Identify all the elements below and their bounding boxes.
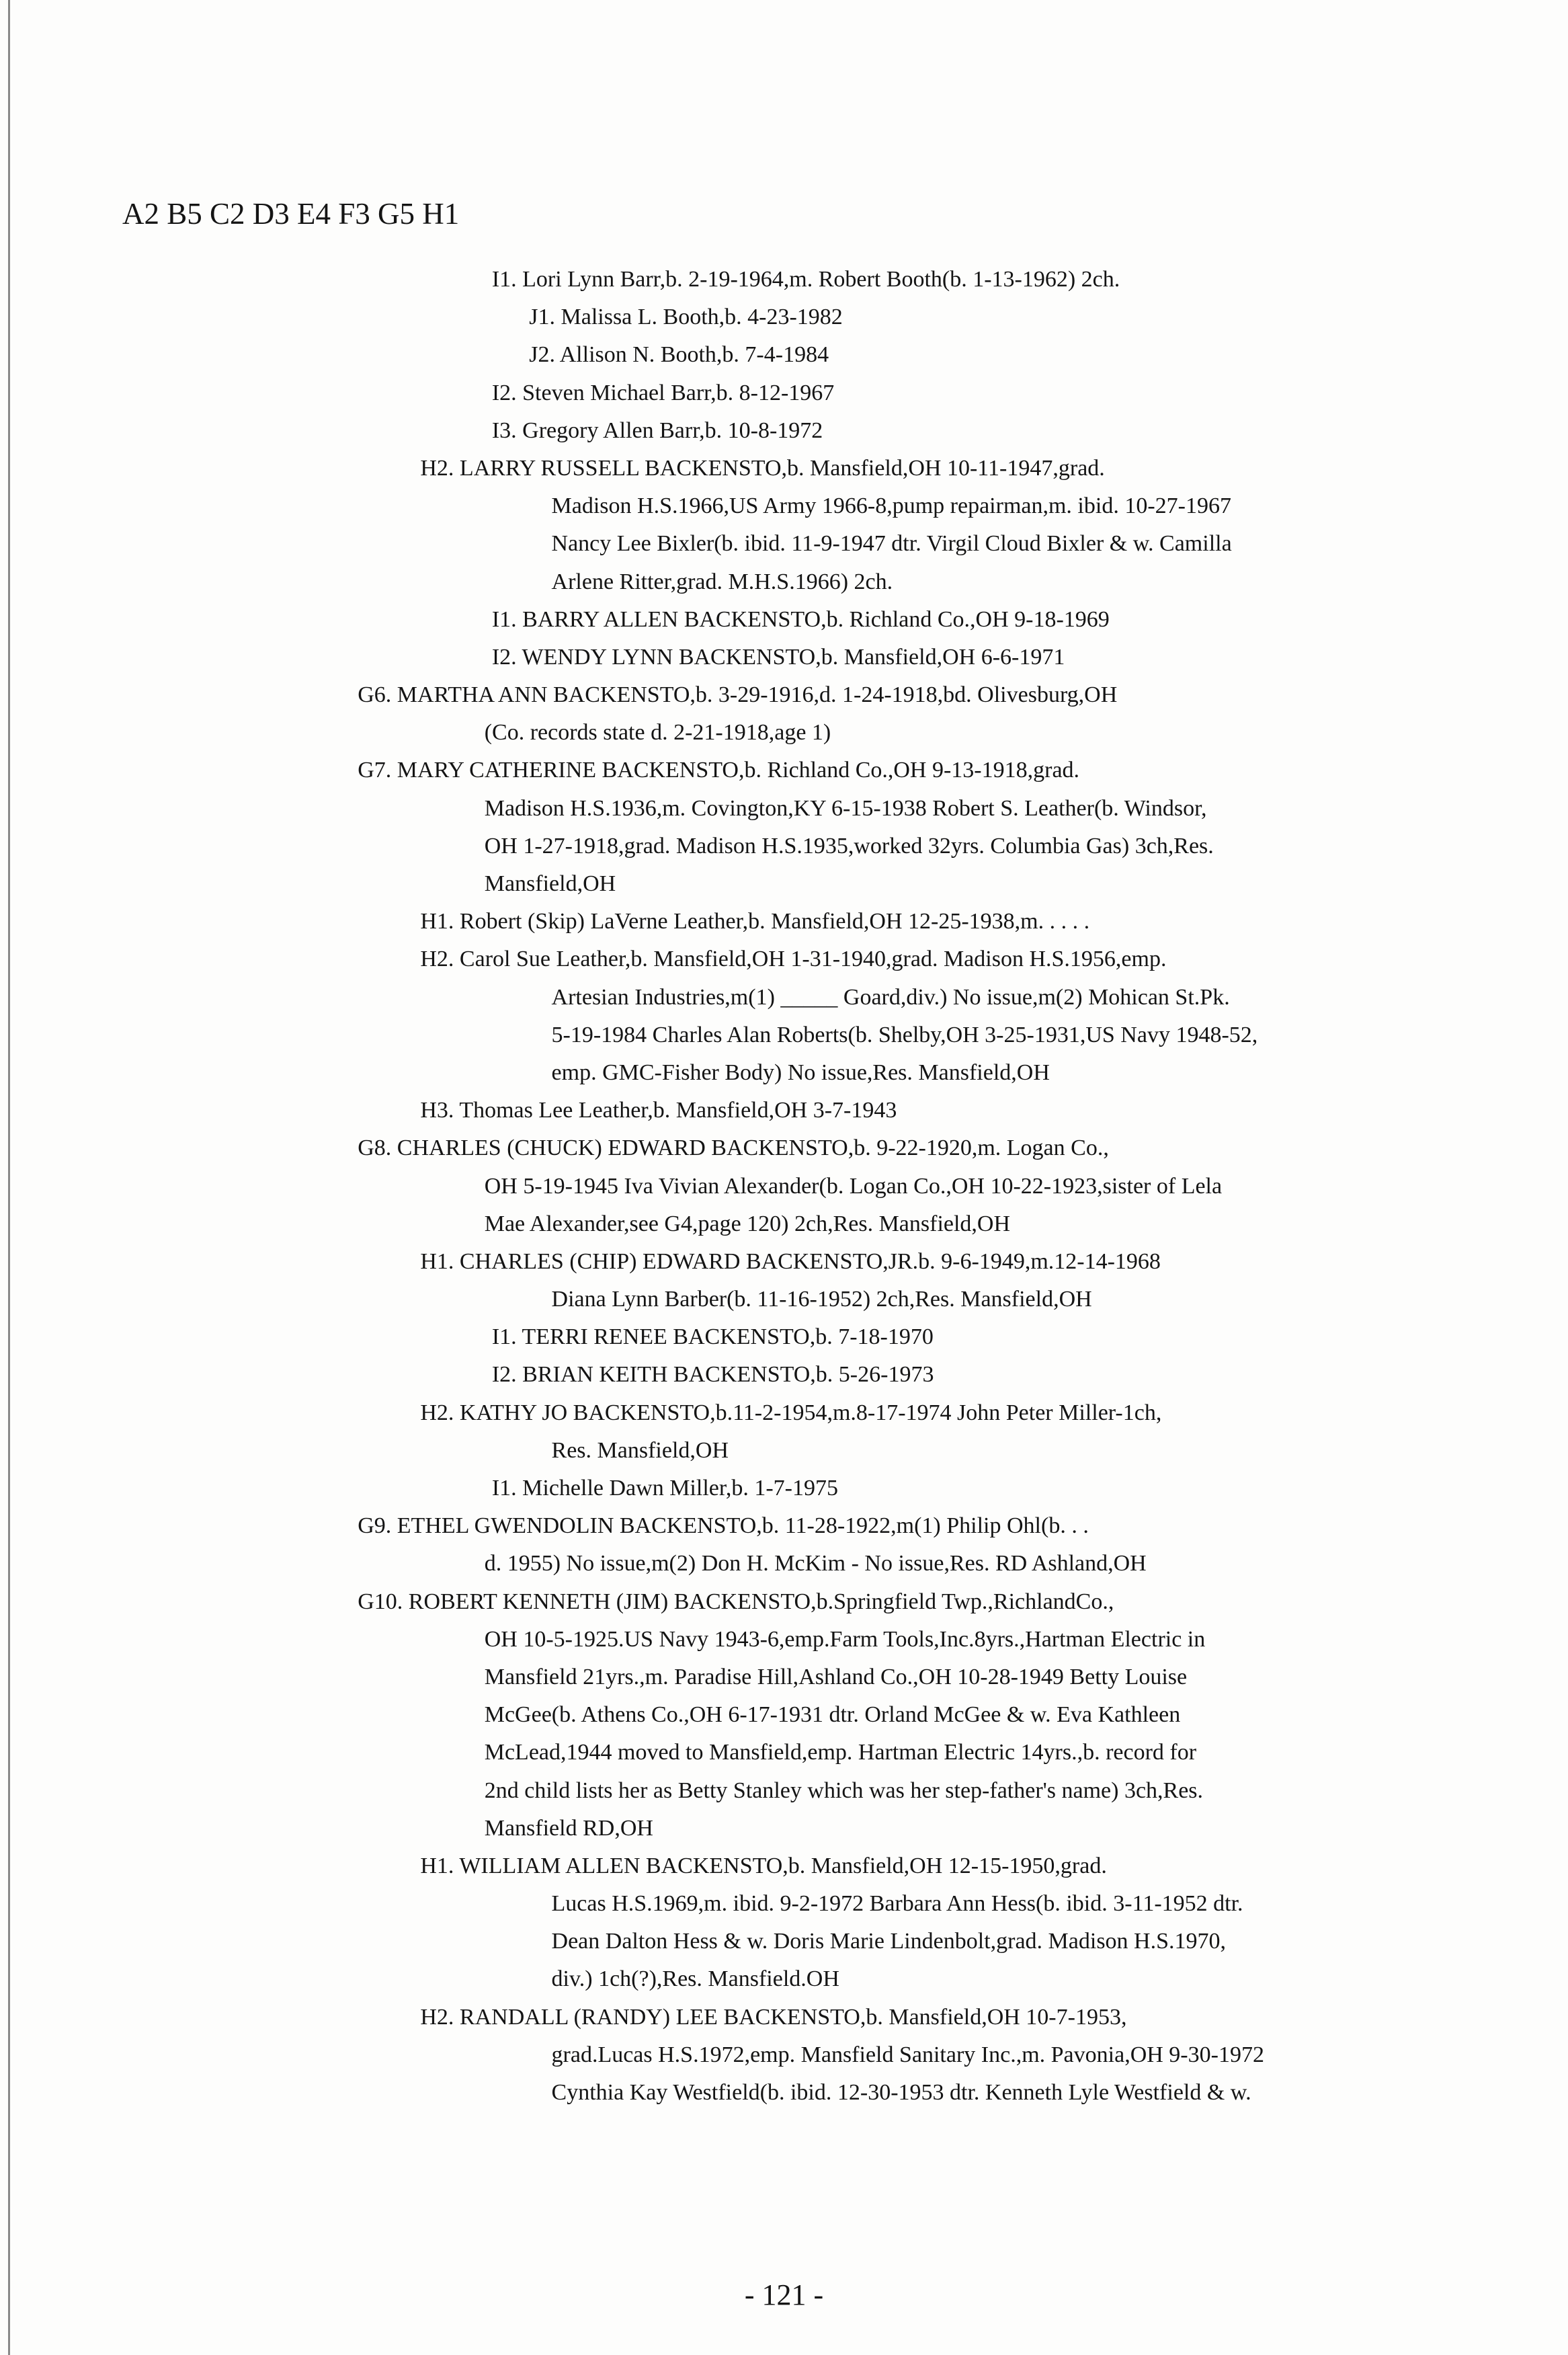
entry-line: I1. BARRY ALLEN BACKENSTO,b. Richland Co.,OH 9-18-1969 (491, 606, 1110, 632)
entry-line: OH 5-19-1945 Iva Vivian Alexander(b. Logan Co.,OH 10-22-1923,sister of Lela (484, 1173, 1223, 1199)
entry-line: H1. CHARLES (CHIP) EDWARD BACKENSTO,JR.b. 9-6-1949,m.12-14-1968 (420, 1248, 1161, 1274)
entry-line: 2nd child lists her as Betty Stanley which was her step-father's name) 3ch,Res. (484, 1778, 1204, 1803)
entry-line: H2. RANDALL (RANDY) LEE BACKENSTO,b. Mansfield,OH 10-7-1953, (420, 2004, 1127, 2030)
entry-line: Madison H.S.1936,m. Covington,KY 6-15-1938 Robert S. Leather(b. Windsor, (484, 795, 1207, 821)
entry-line: emp. GMC-Fisher Body) No issue,Res. Mansfield,OH (551, 1060, 1050, 1085)
entry-line: H3. Thomas Lee Leather,b. Mansfield,OH 3-7-1943 (420, 1098, 897, 1123)
entry-line: H2. Carol Sue Leather,b. Mansfield,OH 1-31-1940,grad. Madison H.S.1956,emp. (420, 947, 1167, 972)
entry-line: Mansfield 21yrs.,m. Paradise Hill,Ashland Co.,OH 10-28-1949 Betty Louise (484, 1664, 1188, 1689)
entry-line: Arlene Ritter,grad. M.H.S.1966) 2ch. (551, 569, 893, 594)
entry-line: G10. ROBERT KENNETH (JIM) BACKENSTO,b.Springfield Twp.,RichlandCo., (358, 1589, 1114, 1614)
entry-line: OH 10-5-1925.US Navy 1943-6,emp.Farm Tools,Inc.8yrs.,Hartman Electric in (484, 1626, 1206, 1652)
entry-line: I3. Gregory Allen Barr,b. 10-8-1972 (491, 417, 823, 443)
entry-line: G7. MARY CATHERINE BACKENSTO,b. Richland Co.,OH 9-13-1918,grad. (358, 758, 1080, 783)
entry-line: Nancy Lee Bixler(b. ibid. 11-9-1947 dtr. Virgil Cloud Bixler & w. Camilla (551, 531, 1232, 557)
entry-line: Mansfield,OH (484, 871, 616, 896)
entry-line: G8. CHARLES (CHUCK) EDWARD BACKENSTO,b. 9-22-1920,m. Logan Co., (358, 1135, 1109, 1161)
entry-line: G6. MARTHA ANN BACKENSTO,b. 3-29-1916,d. 1-24-1918,bd. Olivesburg,OH (358, 682, 1118, 708)
entry-line: H1. Robert (Skip) LaVerne Leather,b. Mansfield,OH 12-25-1938,m. . . . . (420, 909, 1090, 934)
entry-line: I2. Steven Michael Barr,b. 8-12-1967 (491, 380, 835, 405)
entry-line: Madison H.S.1966,US Army 1966-8,pump repairman,m. ibid. 10-27-1967 (551, 493, 1231, 519)
entry-line: Dean Dalton Hess & w. Doris Marie Lindenbolt,grad. Madison H.S.1970, (551, 1929, 1227, 1954)
entry-line: H2. KATHY JO BACKENSTO,b.11-2-1954,m.8-17-1974 John Peter Miller-1ch, (420, 1400, 1162, 1425)
entry-line: I1. TERRI RENEE BACKENSTO,b. 7-18-1970 (491, 1324, 934, 1350)
entry-line: Mae Alexander,see G4,page 120) 2ch,Res. Mansfield,OH (484, 1211, 1011, 1236)
entry-line: H2. LARRY RUSSELL BACKENSTO,b. Mansfield,OH 10-11-1947,grad. (420, 455, 1105, 481)
entry-line: (Co. records state d. 2-21-1918,age 1) (484, 720, 831, 746)
entry-line: J1. Malissa L. Booth,b. 4-23-1982 (529, 305, 843, 330)
entry-line: Cynthia Kay Westfield(b. ibid. 12-30-1953 dtr. Kenneth Lyle Westfield & w. (551, 2080, 1251, 2105)
entry-line: Mansfield RD,OH (484, 1815, 653, 1841)
entry-line: J2. Allison N. Booth,b. 7-4-1984 (529, 342, 829, 368)
entry-line: G9. ETHEL GWENDOLIN BACKENSTO,b. 11-28-1922,m(1) Philip Ohl(b. . . (358, 1513, 1089, 1539)
entry-line: H1. WILLIAM ALLEN BACKENSTO,b. Mansfield,OH 12-15-1950,grad. (420, 1853, 1107, 1878)
generation-header: A2 B5 C2 D3 E4 F3 G5 H1 (122, 197, 460, 231)
entry-line: div.) 1ch(?),Res. Mansfield.OH (551, 1966, 839, 1992)
entry-line: I2. WENDY LYNN BACKENSTO,b. Mansfield,OH 6-6-1971 (491, 644, 1065, 670)
entry-line: grad.Lucas H.S.1972,emp. Mansfield Sanitary Inc.,m. Pavonia,OH 9-30-1972 (551, 2042, 1264, 2067)
entry-line: 5-19-1984 Charles Alan Roberts(b. Shelby,OH 3-25-1931,US Navy 1948-52, (551, 1022, 1258, 1047)
entry-line: Artesian Industries,m(1) _____ Goard,div.) No issue,m(2) Mohican St.Pk. (551, 984, 1230, 1010)
entry-line: OH 1-27-1918,grad. Madison H.S.1935,worked 32yrs. Columbia Gas) 3ch,Res. (484, 833, 1214, 859)
entry-line: McGee(b. Athens Co.,OH 6-17-1931 dtr. Orland McGee & w. Eva Kathleen (484, 1702, 1181, 1728)
entry-line: I1. Michelle Dawn Miller,b. 1-7-1975 (491, 1476, 838, 1501)
genealogy-entries (0, 261, 1568, 2112)
entry-line: McLead,1944 moved to Mansfield,emp. Hartman Electric 14yrs.,b. record for (484, 1740, 1197, 1765)
entry-line: d. 1955) No issue,m(2) Don H. McKim - No issue,Res. RD Ashland,OH (484, 1551, 1147, 1576)
entry-line: Diana Lynn Barber(b. 11-16-1952) 2ch,Res. Mansfield,OH (551, 1287, 1092, 1312)
entry-line: I1. Lori Lynn Barr,b. 2-19-1964,m. Robert Booth(b. 1-13-1962) 2ch. (491, 267, 1120, 292)
entry-line: Lucas H.S.1969,m. ibid. 9-2-1972 Barbara Ann Hess(b. ibid. 3-11-1952 dtr. (551, 1891, 1243, 1917)
entry-line: I2. BRIAN KEITH BACKENSTO,b. 5-26-1973 (491, 1362, 934, 1388)
entry-line: Res. Mansfield,OH (551, 1437, 729, 1463)
page-number: - 121 - (744, 2278, 824, 2311)
